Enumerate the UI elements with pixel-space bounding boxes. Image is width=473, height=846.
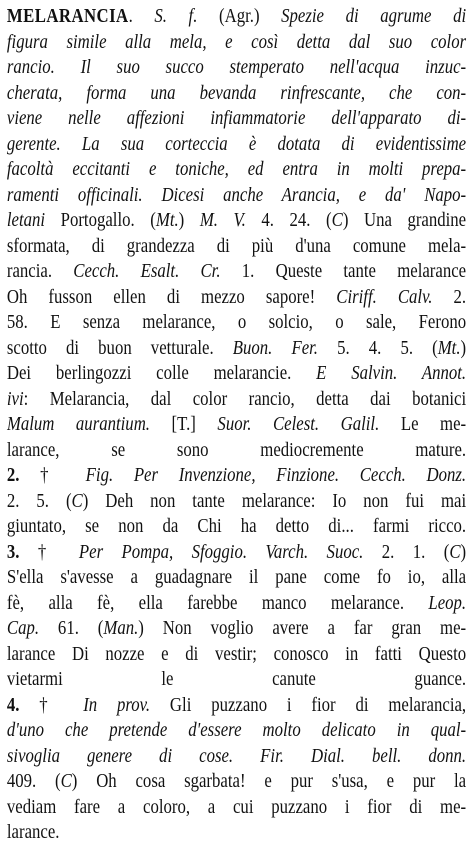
entry-line [7,285,466,311]
entry-text: : Melarancia, dal color rancio, detta dai botanici [23,388,467,410]
entry-line [7,361,466,387]
entry-text: Ciriff. Calv. [336,286,433,308]
entry-text: In prov. [83,694,151,716]
entry-text: ramenti officinali. Dicesi anche Arancia, e da' Napo- [6,184,467,206]
entry-line [7,106,466,132]
entry-text: 2. 5. ( [6,490,72,512]
entry-text: Cap. [6,618,40,639]
entry-text: 1. Queste tante melarance [220,261,467,282]
entry-text: 4. 24. ( [245,210,332,231]
entry-line [7,744,466,770]
entry-text: Gli puzzano i fior di melarancia, [150,694,467,716]
entry-line [7,820,466,846]
entry-text: larance. [6,822,60,843]
entry-text: Le me- [379,414,467,435]
entry-line [7,310,466,336]
entry-text: M. V. [199,210,246,231]
entry-line [7,4,466,30]
entry-text: ) [178,210,200,231]
entry-text: figura simile alla mela, e così detta dal suo color [6,31,467,53]
entry-line [7,234,466,260]
entry-text: d'uno che pretende d'essere molto delicato in qual- [6,720,467,741]
entry-text: ) Una grandine [342,210,467,231]
entry-line [7,718,466,744]
entry-text: 2. [432,286,467,308]
entry-line [7,183,466,209]
entry-line [7,132,466,158]
entry-text: rancia. [6,261,74,282]
entry-text: Suor. Celest. Galil. [217,414,380,435]
entry-text: ) Deh non tante melarance: Io non fui mai [82,490,467,512]
entry-line [7,642,466,668]
sense-number: 3. [6,541,20,563]
entry-text: ) [460,541,467,563]
entry-line [7,514,466,540]
entry-line [7,693,466,719]
entry-line [7,259,466,285]
entry-text: 2. 1. ( [363,541,450,563]
entry-line [7,336,466,362]
entry-text: ) Oh cosa sgarbata! e pur s'usa, e pur la [71,771,467,792]
entry-text: . [128,6,155,27]
entry-text: † [19,465,86,486]
entry-text: viene nelle affezioni infiammatorie dell'apparato di- [6,108,467,129]
entry-text: Fig. Per Invenzione, Finzione. Cecch. Donz. [85,465,467,486]
entry-line [7,208,466,234]
entry-text: Oh fusson ellen di mezzo sapore! [6,286,337,308]
entry-text: Spezie di agrume di [281,6,467,27]
entry-text: 61. ( [39,618,104,639]
headword: MELARANCIA [6,6,129,27]
entry-line [7,565,466,591]
entry-text: 409. ( [6,771,61,792]
entry-text: S. f. [154,6,198,27]
entry-text: Mt. [437,337,461,359]
entry-text: (Agr.) [197,6,282,27]
entry-line [7,387,466,413]
entry-text: vietarmi le canute guance. [6,669,467,690]
entry-text: 5. 4. 5. ( [317,337,438,359]
entry-line [7,489,466,515]
entry-text: C [71,490,83,512]
entry-text: Buon. Fer. [232,337,318,359]
entry-line [7,30,466,56]
entry-text: gerente. La sua corteccia è dotata di evidentissime [6,133,467,155]
entry-text: sformata, di grandezza di più d'una comune mela- [6,235,467,257]
entry-text: ivi [6,388,24,410]
entry-text: Cecch. Esalt. Cr. [73,261,221,282]
entry-line [7,463,466,489]
entry-text: Per Pompa, Sfoggio. Varch. Suoc. [78,541,364,563]
entry-text: C [449,541,461,563]
entry-text: cherata, forma una bevanda rinfrescante, che con- [6,82,467,104]
entry-line [7,81,466,107]
entry-text: Portogallo. ( [45,210,156,231]
entry-line [7,412,466,438]
entry-text: letani [6,210,46,231]
entry-line [7,157,466,183]
entry-text: Man. [103,618,139,639]
entry-text: larance Di nozze e di vestir; conosco in fatti Questo [6,643,467,665]
entry-text: C [60,771,72,792]
entry-text: E Salvin. Annot. [316,363,467,384]
entry-line [7,540,466,566]
entry-line [7,591,466,617]
entry-text: rancio. Il suo succo stemperato nell'acqua inzuc- [6,57,467,78]
entry-line [7,667,466,693]
sense-number: 4. [6,694,20,716]
entry-text: S'ella s'avesse a guadagnare il pane come fo io, alla [6,567,467,588]
entry-line [7,769,466,795]
entry-line [7,55,466,81]
entry-line [7,438,466,464]
entry-text: fè, alla fè, ella farebbe manco melarance. [6,592,429,614]
entry-text: ) Non voglio avere a far gran me- [138,618,467,639]
entry-text: facoltà eccitanti e toniche, ed entra in molti prepa- [6,159,467,180]
entry-text: ) [460,337,467,359]
entry-text: scotto di buon vetturale. [6,337,233,359]
entry-line [7,616,466,642]
entry-text: C [331,210,343,231]
entry-text: Dei berlingozzi colle melarancie. [6,363,317,384]
entry-text: Malum aurantium. [6,414,151,435]
entry-text: giuntato, se non da Chi ha detto di... farmi ricco. [6,516,467,537]
entry-text: larance, se sono mediocremente mature. [6,439,467,461]
sense-number: 2. [6,465,20,486]
entry-text: † [19,541,79,563]
entry-text: vediam fare a coloro, a cui puzzano i fior di me- [6,796,467,818]
entry-text: [T.] [150,414,218,435]
entry-text: Leop. [428,592,467,614]
entry-text: 58. E senza melarance, o solcio, o sale, Ferono [6,312,467,333]
entry-text: Mt. [155,210,179,231]
entry-text: sivoglia genere di cose. Fir. Dial. bell. donn. [6,745,467,767]
entry-text: † [19,694,84,716]
entry-line [7,795,466,821]
